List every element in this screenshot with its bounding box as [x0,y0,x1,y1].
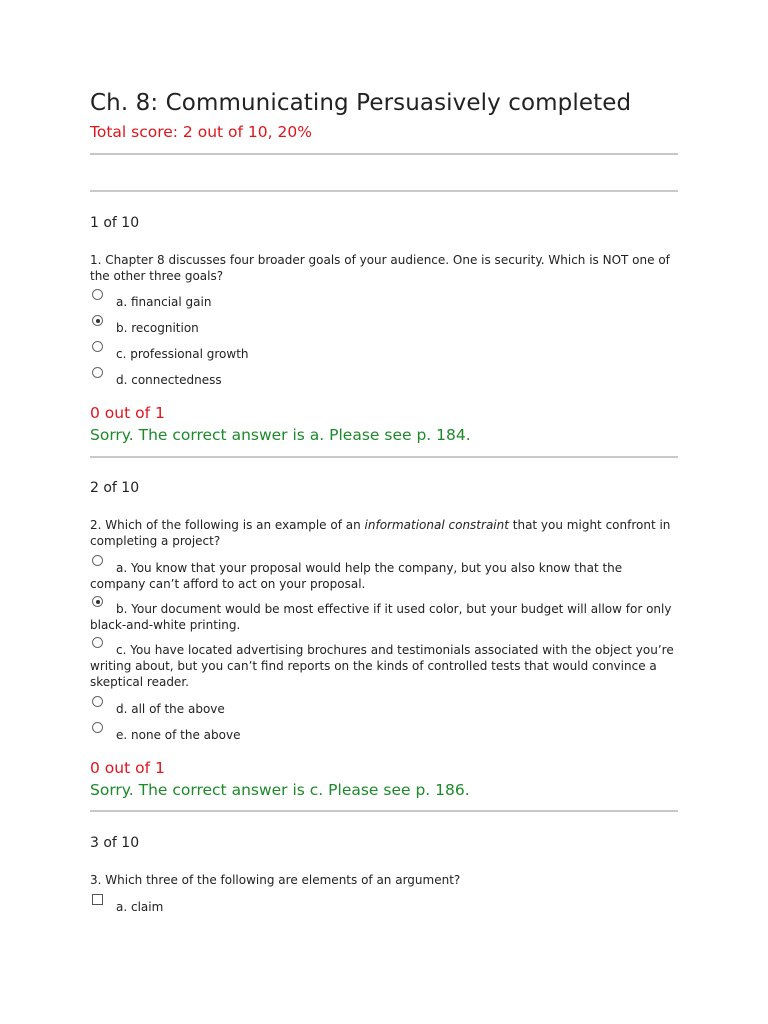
option-label: a. financial gain [116,295,212,309]
option-label: b. recognition [116,321,199,335]
question-2-result: 0 out of 1 [90,759,165,777]
question-1-option-b[interactable] [90,319,680,336]
option-label: c. You have located advertising brochures and testimonials associated with the object you’re writing about, but you can’t find reports on the kinds of controlled tests that would convince a skeptical reader. [90,643,674,689]
radio-button-selected[interactable] [92,596,103,607]
question-1-counter: 1 of 10 [90,215,140,231]
divider [90,456,678,458]
option-label: a. claim [116,900,164,914]
question-2-option-c[interactable] [90,641,680,690]
question-1-option-a[interactable] [90,293,680,310]
option-label: e. none of the above [116,728,241,742]
option-label: a. You know that your proposal would help the company, but you also know that the company can’t afford to act on your proposal. [90,561,623,591]
divider [90,190,678,192]
radio-button[interactable] [92,637,103,648]
option-label: d. all of the above [116,702,225,716]
question-2-text [90,517,680,549]
question-3-counter: 3 of 10 [90,835,140,851]
option-label: c. professional growth [116,347,249,361]
question-1-option-c[interactable] [90,345,680,362]
radio-button[interactable] [92,722,103,733]
question-2-counter: 2 of 10 [90,480,140,496]
divider [90,810,678,812]
total-score: Total score: 2 out of 10, 20% [90,123,312,141]
radio-button[interactable] [92,555,103,566]
radio-button[interactable] [92,367,103,378]
question-2-feedback: Sorry. The correct answer is c. Please see p. 186. [90,781,470,799]
question-2-option-e[interactable] [90,726,680,743]
radio-button[interactable] [92,341,103,352]
option-label: b. Your document would be most effective if it used color, but your budget will allow for only black-and-white printing. [90,602,672,632]
option-label: d. connectedness [116,373,222,387]
question-1-text: 1. Chapter 8 discusses four broader goals of your audience. One is security. Which is NOT one of the other three goals? [90,253,670,283]
question-2-option-d[interactable] [90,700,680,717]
question-2-text-end: that you might confront in completing a project? [90,518,671,548]
question-1-option-d[interactable] [90,371,680,388]
question-2-option-b[interactable] [90,600,680,633]
question-3-text: 3. Which three of the following are elements of an argument? [90,873,461,887]
question-3-option-a[interactable] [90,898,680,915]
radio-button[interactable] [92,696,103,707]
question-2-text-start: 2. Which of the following is an example of an [90,518,365,532]
radio-button-selected[interactable] [92,315,103,326]
radio-button[interactable] [92,289,103,300]
question-1-feedback: Sorry. The correct answer is a. Please see p. 184. [90,426,471,444]
question-2-text-emphasis: informational constraint [364,518,509,532]
page-title: Ch. 8: Communicating Persuasively completed [90,90,632,116]
question-1-result: 0 out of 1 [90,404,165,422]
checkbox[interactable] [92,894,103,905]
divider [90,153,678,155]
question-2-option-a[interactable] [90,559,680,592]
